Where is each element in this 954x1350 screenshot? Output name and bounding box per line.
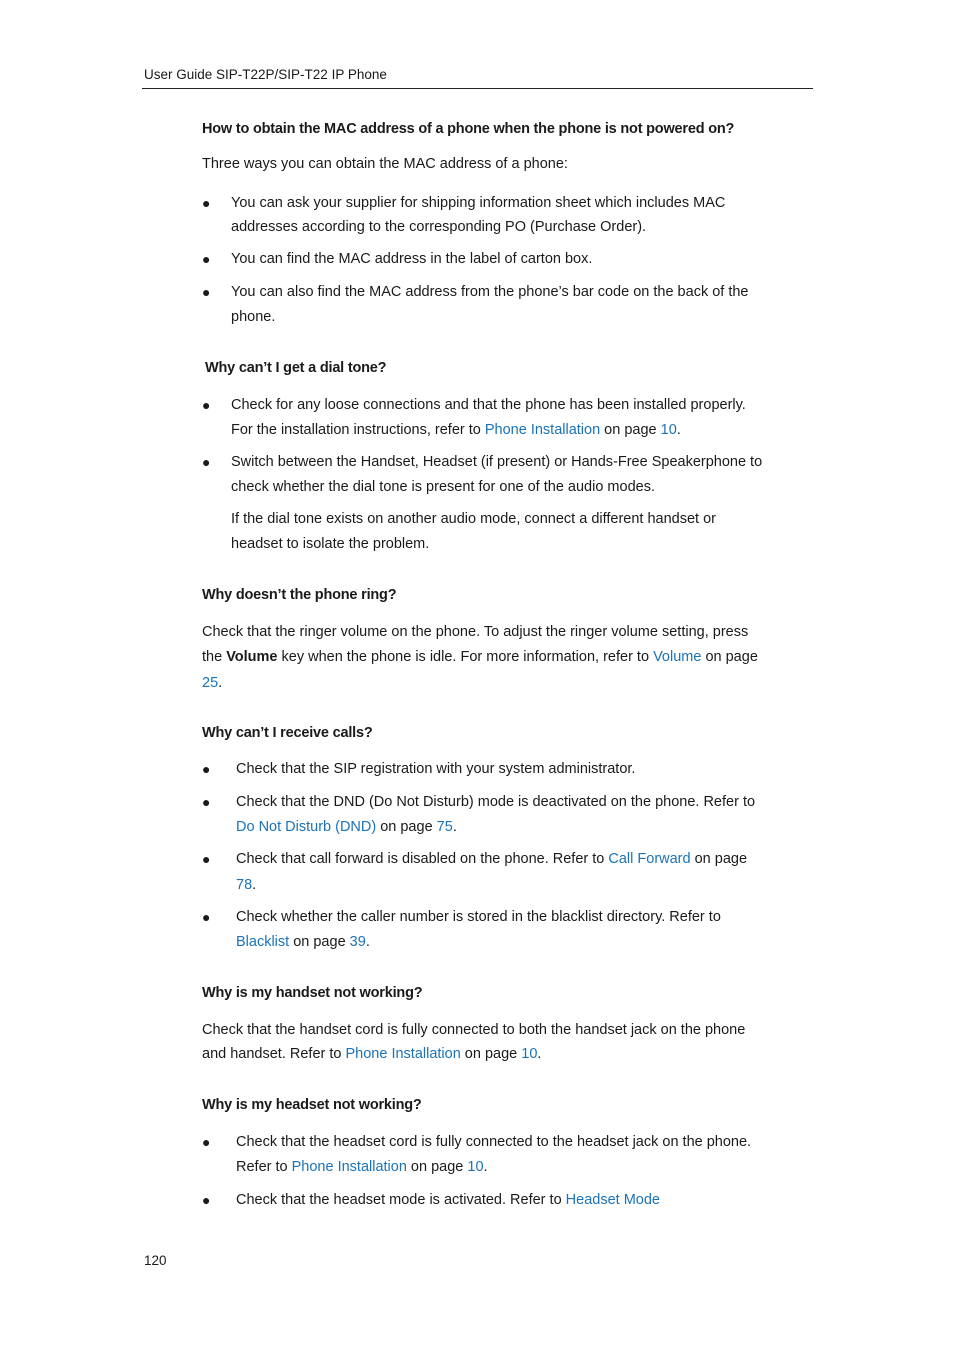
heading-phone-ring: Why doesn’t the phone ring? xyxy=(202,587,397,603)
list-item-line xyxy=(236,1188,660,1213)
paragraph-line: Check that the ringer volume on the phone. To adjust the ringer volume setting, press xyxy=(202,624,749,640)
text: and handset. Refer to xyxy=(202,1046,346,1062)
heading-headset: Why is my headset not working? xyxy=(202,1097,422,1113)
link-page-78[interactable]: 78 xyxy=(236,877,253,893)
heading-mac-address: How to obtain the MAC address of a phone when the phone is not powered on? xyxy=(202,121,735,137)
link-volume[interactable]: Volume xyxy=(653,649,702,665)
link-page-10[interactable]: 10 xyxy=(660,422,677,438)
bullet: ● xyxy=(202,284,211,300)
paragraph-line xyxy=(202,1042,541,1067)
link-phone-installation[interactable]: Phone Installation xyxy=(484,422,601,438)
list-item-line: Switch between the Handset, Headset (if present) or Hands-Free Speakerphone to xyxy=(231,454,763,470)
header-rule xyxy=(142,88,813,89)
list-item-line xyxy=(231,418,681,443)
list-item-line xyxy=(236,873,256,898)
heading-dial-tone: Why can’t I get a dial tone? xyxy=(205,360,387,376)
text: Check that call forward is disabled on the phone. Refer to xyxy=(236,851,609,867)
text: . xyxy=(452,819,457,835)
text: . xyxy=(218,675,223,691)
paragraph: Three ways you can obtain the MAC address of a phone: xyxy=(202,156,568,172)
text: on page xyxy=(460,1046,522,1062)
list-item-line: You can find the MAC address in the label of carton box. xyxy=(231,251,593,267)
link-page-39[interactable]: 39 xyxy=(349,934,366,950)
paragraph-line: Check that the handset cord is fully connected to both the handset jack on the phone xyxy=(202,1022,746,1038)
link-blacklist[interactable]: Blacklist xyxy=(236,934,290,950)
list-item-line: Check for any loose connections and that the phone has been installed properly. xyxy=(231,397,746,413)
text: Refer to xyxy=(236,1159,292,1175)
list-item-line: You can ask your supplier for shipping information sheet which includes MAC xyxy=(231,195,726,211)
link-page-25[interactable]: 25 xyxy=(202,675,219,691)
heading-receive-calls: Why can’t I receive calls? xyxy=(202,725,373,741)
link-page-10[interactable]: 10 xyxy=(467,1159,484,1175)
text: . xyxy=(365,934,370,950)
bullet: ● xyxy=(202,1134,211,1150)
text: on page xyxy=(690,851,748,867)
text: . xyxy=(537,1046,542,1062)
bullet: ● xyxy=(202,251,211,267)
link-page-10[interactable]: 10 xyxy=(521,1046,538,1062)
text: key when the phone is idle. For more information, refer to xyxy=(277,649,654,665)
text: on page xyxy=(600,422,661,438)
list-item-line xyxy=(236,815,457,840)
list-item-line: phone. xyxy=(231,309,276,325)
text: the xyxy=(202,649,227,665)
text: on page xyxy=(406,1159,468,1175)
link-phone-installation[interactable]: Phone Installation xyxy=(291,1159,407,1175)
text: on page xyxy=(289,934,350,950)
list-item-line: check whether the dial tone is present for one of the audio modes. xyxy=(231,479,655,495)
text: For the installation instructions, refer to xyxy=(231,422,485,438)
heading-handset: Why is my handset not working? xyxy=(202,985,423,1001)
bullet: ● xyxy=(202,761,211,777)
text: on page xyxy=(701,649,758,665)
list-item-note: headset to isolate the problem. xyxy=(231,536,430,552)
list-item-note: If the dial tone exists on another audio mode, connect a different handset or xyxy=(231,511,716,527)
bullet: ● xyxy=(202,454,211,470)
list-item-line xyxy=(236,1155,488,1180)
bullet: ● xyxy=(202,195,211,211)
list-item-line: You can also find the MAC address from the phone’s bar code on the back of the xyxy=(231,284,749,300)
text: . xyxy=(676,422,681,438)
list-item-line: Check that the DND (Do Not Disturb) mode is deactivated on the phone. Refer to xyxy=(236,794,756,810)
page-number: 120 xyxy=(144,1253,167,1268)
list-item-line xyxy=(236,930,370,955)
link-headset-mode[interactable]: Headset Mode xyxy=(565,1192,660,1208)
bullet: ● xyxy=(202,909,211,925)
text: . xyxy=(483,1159,488,1175)
list-item-line: Check whether the caller number is stored in the blacklist directory. Refer to xyxy=(236,909,721,925)
link-page-75[interactable]: 75 xyxy=(436,819,453,835)
paragraph-line xyxy=(202,645,758,670)
text: . xyxy=(252,877,257,893)
key-name-volume: Volume xyxy=(226,649,278,665)
list-item-line xyxy=(236,847,747,872)
list-item-line: addresses according to the corresponding PO (Purchase Order). xyxy=(231,219,647,235)
bullet: ● xyxy=(202,794,211,810)
list-item-line: Check that the SIP registration with your system administrator. xyxy=(236,761,636,777)
text: Check that the headset mode is activated. Refer to xyxy=(236,1192,566,1208)
paragraph-line xyxy=(202,671,222,696)
running-header: User Guide SIP-T22P/SIP-T22 IP Phone xyxy=(144,67,387,82)
text: on page xyxy=(376,819,437,835)
link-phone-installation[interactable]: Phone Installation xyxy=(345,1046,461,1062)
link-do-not-disturb[interactable]: Do Not Disturb (DND) xyxy=(236,819,377,835)
bullet: ● xyxy=(202,851,211,867)
bullet: ● xyxy=(202,397,211,413)
list-item-line: Check that the headset cord is fully connected to the headset jack on the phone. xyxy=(236,1134,752,1150)
link-call-forward[interactable]: Call Forward xyxy=(608,851,691,867)
bullet: ● xyxy=(202,1192,211,1208)
